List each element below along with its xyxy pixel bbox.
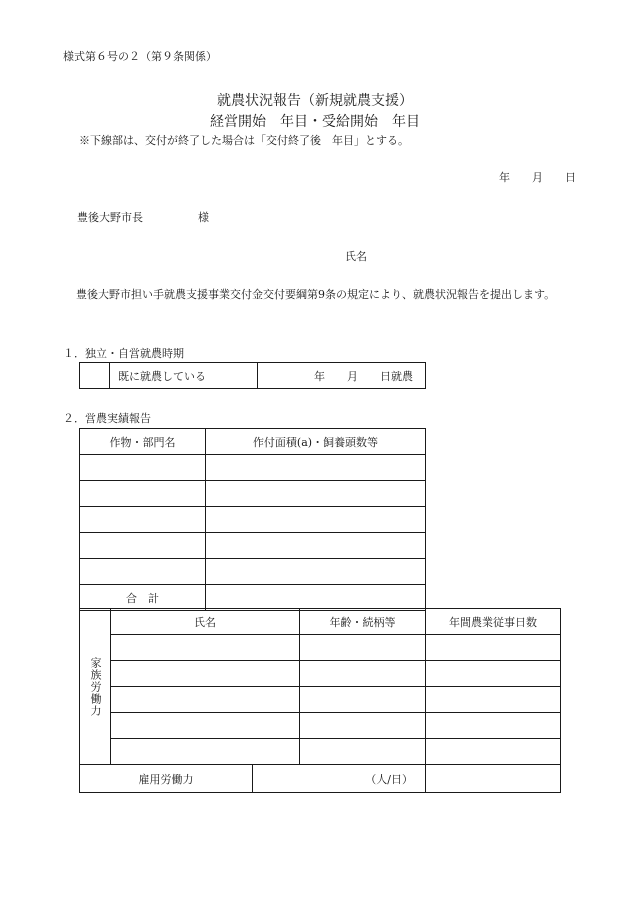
total-label: 合 計 <box>80 585 206 611</box>
crop-area-cell[interactable] <box>206 481 426 507</box>
crop-area-cell[interactable] <box>206 559 426 585</box>
family-labor-label: 家族労働力 <box>80 609 111 765</box>
applicant-name-label: 氏名 <box>345 250 367 263</box>
member-age-cell[interactable] <box>300 713 426 739</box>
member-age-cell[interactable] <box>300 661 426 687</box>
start-date-field[interactable]: 年 月 日就農 <box>258 363 426 389</box>
farming-start-table <box>79 362 426 389</box>
section2-heading: ２．営農実績報告 <box>63 412 151 425</box>
addressee: 豊後大野市長 様 <box>77 211 209 224</box>
member-name-cell[interactable] <box>111 713 300 739</box>
crop-name-cell[interactable] <box>80 481 206 507</box>
member-name-cell[interactable] <box>111 661 300 687</box>
member-days-cell[interactable] <box>426 635 561 661</box>
total-area-cell[interactable] <box>206 585 426 611</box>
member-age-cell[interactable] <box>300 635 426 661</box>
employed-labor-extra-cell[interactable] <box>426 765 561 793</box>
crop-area-cell[interactable] <box>206 507 426 533</box>
member-days-cell[interactable] <box>426 687 561 713</box>
start-status-checkbox-cell[interactable] <box>80 363 110 389</box>
crop-row <box>80 507 426 533</box>
family-member-row <box>80 687 561 713</box>
member-name-cell[interactable] <box>111 739 300 765</box>
member-days-cell[interactable] <box>426 713 561 739</box>
member-age-cell[interactable] <box>300 739 426 765</box>
days-col-header: 年間農業従事日数 <box>426 609 561 635</box>
family-member-row <box>80 713 561 739</box>
title-line-1: 就農状況報告（新規就農支援） <box>217 93 413 109</box>
crop-row <box>80 559 426 585</box>
crop-name-cell[interactable] <box>80 559 206 585</box>
member-days-cell[interactable] <box>426 661 561 687</box>
member-age-cell[interactable] <box>300 687 426 713</box>
crop-area-cell[interactable] <box>206 455 426 481</box>
section1-heading: １．独立・自営就農時期 <box>63 347 184 360</box>
start-status-text: 既に就農している <box>110 363 258 389</box>
member-days-cell[interactable] <box>426 739 561 765</box>
crop-name-cell[interactable] <box>80 533 206 559</box>
area-col-header: 作付面積(a)・飼養頭数等 <box>206 429 426 455</box>
crop-row <box>80 455 426 481</box>
member-name-cell[interactable] <box>111 635 300 661</box>
crop-table <box>79 428 426 611</box>
family-member-row <box>80 661 561 687</box>
form-number: 様式第６号の２（第９条関係） <box>63 50 217 63</box>
crop-row <box>80 481 426 507</box>
body-paragraph: 豊後大野市担い手就農支援事業交付金交付要綱第9条の規定により、就農状況報告を提出します。 <box>76 288 556 301</box>
employed-labor-label: 雇用労働力 <box>80 765 253 793</box>
crop-col-header: 作物・部門名 <box>80 429 206 455</box>
employed-labor-value[interactable]: （人/日） <box>253 765 426 793</box>
date-line: 年 月 日 <box>499 171 576 184</box>
crop-area-cell[interactable] <box>206 533 426 559</box>
underline-note: ※下線部は、交付が終了した場合は「交付終了後 年目」とする。 <box>79 134 409 147</box>
title-line-2: 経営開始 年目・受給開始 年目 <box>210 114 420 130</box>
member-name-col-header: 氏名 <box>111 609 300 635</box>
labor-table <box>79 608 561 793</box>
family-member-row <box>80 739 561 765</box>
member-name-cell[interactable] <box>111 687 300 713</box>
crop-name-cell[interactable] <box>80 507 206 533</box>
age-col-header: 年齢・続柄等 <box>300 609 426 635</box>
family-member-row <box>80 635 561 661</box>
crop-name-cell[interactable] <box>80 455 206 481</box>
crop-row <box>80 533 426 559</box>
